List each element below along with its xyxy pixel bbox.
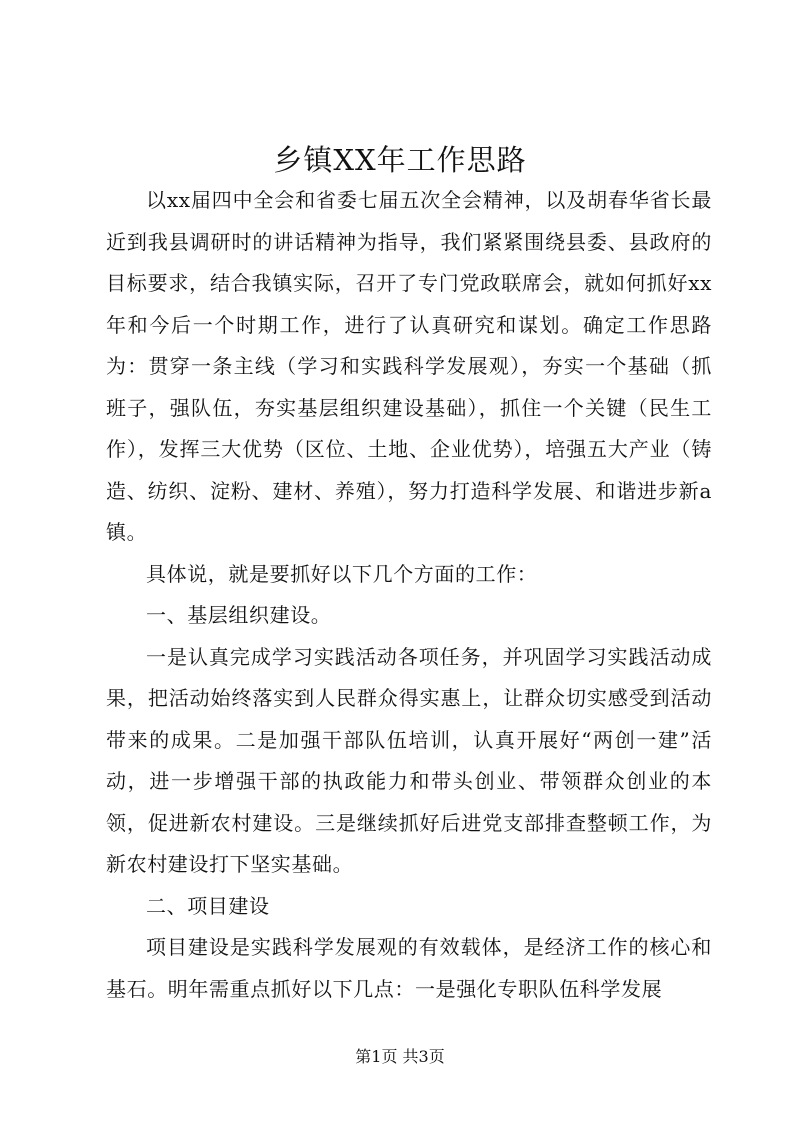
document-title: 乡镇XX年工作思路 [273, 143, 527, 177]
paragraph-section-1: 一是认真完成学习实践活动各项任务，并巩固学习实践活动成果，把活动始终落实到人民群众得实惠上，让群众切实感受到活动带来的成果。二是加强干部队伍培训，认真开展好“两创一建”活动，进一步增强干部的执政能力和带头创业、带领群众创业的本领，促进新农村建设。三是继续抓好后进党支部排查整顿工作，为新农村建设打下坚实基础。 [106, 644, 712, 876]
paragraph-intro: 以xx届四中全会和省委七届五次全会精神，以及胡春华省长最近到我县调研时的讲话精神为指导，我们紧紧围绕县委、县政府的目标要求，结合我镇实际，召开了专门党政联席会，就如何抓好xx年和今后一个时期工作，进行了认真研究和谋划。确定工作思路为：贯穿一条主线（学习和实践科学发展观），夯实一个基础（抓班子，强队伍，夯实基层组织建设基础），抓住一个关键（民生工作），发挥三大优势（区位、土地、企业优势），培强五大产业（铸造、纺织、淀粉、建材、养殖），努力打造科学发展、和谐进步新a镇。 [106, 188, 712, 544]
section-heading-2: 二、项目建设 [146, 893, 270, 918]
section-heading-1: 一、基层组织建设。 [146, 603, 332, 627]
document-body [106, 180, 712, 1010]
paragraph-summary: 具体说，就是要抓好以下几个方面的工作： [146, 561, 538, 586]
paragraph-section-2: 项目建设是实践科学发展观的有效载体，是经济工作的核心和基石。明年需重点抓好以下几点：一是强化专职队伍科学发展 [106, 935, 712, 1001]
page-number-footer: 第1页 共3页 [355, 1047, 445, 1066]
